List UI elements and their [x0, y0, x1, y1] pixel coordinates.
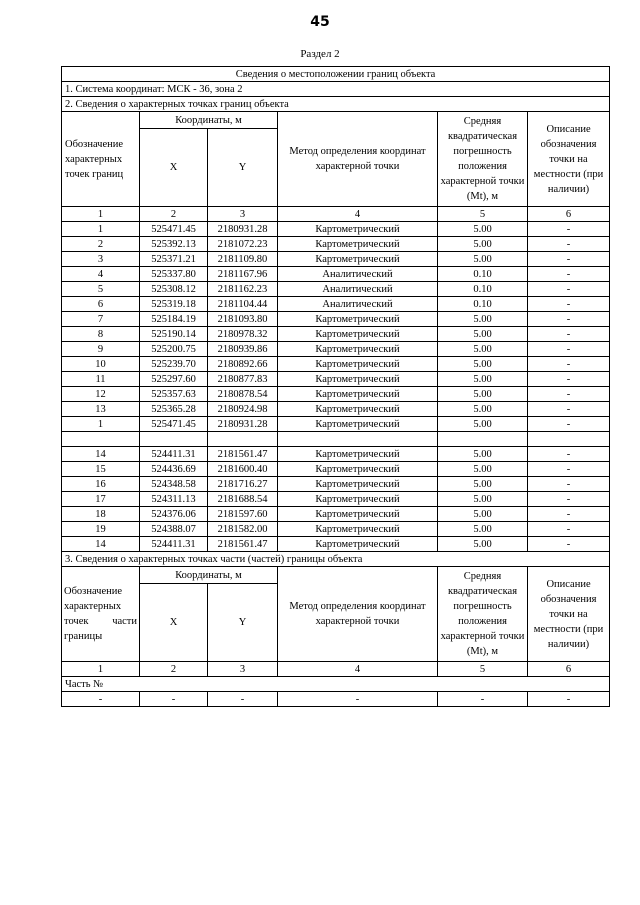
spacer-cell [140, 432, 208, 447]
error-cell: 5.00 [438, 387, 528, 402]
method-cell: Картометрический [278, 387, 438, 402]
error-cell: 5.00 [438, 537, 528, 552]
coord-x: 524376.06 [140, 507, 208, 522]
column-number-cell: 1 [62, 207, 140, 222]
part-cell: - [528, 692, 610, 707]
coord-y: 2181561.47 [208, 447, 278, 462]
error-cell: 0.10 [438, 267, 528, 282]
coord-x: 525200.75 [140, 342, 208, 357]
header3-method: Метод определения координат характерной точки [278, 567, 438, 662]
error-cell: 5.00 [438, 477, 528, 492]
coord-y: 2181688.54 [208, 492, 278, 507]
description-cell: - [528, 357, 610, 372]
column-number-cell: 3 [208, 207, 278, 222]
header3-error: Средняя квадратическая погрешность положения характерной точки (Mt), м [438, 567, 528, 662]
column-number-cell: 6 [528, 662, 610, 677]
header3-y: Y [208, 584, 278, 662]
coord-x: 524348.58 [140, 477, 208, 492]
point-number: 11 [62, 372, 140, 387]
coord-y: 2181093.80 [208, 312, 278, 327]
table-row [62, 537, 610, 552]
coord-x: 525319.18 [140, 297, 208, 312]
coord-x: 524311.13 [140, 492, 208, 507]
method-cell: Картометрический [278, 402, 438, 417]
description-cell: - [528, 402, 610, 417]
method-cell: Картометрический [278, 492, 438, 507]
table-row [62, 447, 610, 462]
table-row [62, 297, 610, 312]
coord-x: 525365.28 [140, 402, 208, 417]
error-cell: 5.00 [438, 372, 528, 387]
method-cell: Картометрический [278, 507, 438, 522]
coord-x: 525239.70 [140, 357, 208, 372]
description-cell: - [528, 507, 610, 522]
page-number: 45 [310, 14, 330, 30]
table-row [62, 357, 610, 372]
header3-coordinates: Координаты, м [140, 567, 278, 584]
error-cell: 5.00 [438, 507, 528, 522]
coord-y: 2181582.00 [208, 522, 278, 537]
header-point-designation: Обозначение характерных точек границ [62, 112, 140, 207]
point-number: 10 [62, 357, 140, 372]
point-number: 14 [62, 537, 140, 552]
error-cell: 5.00 [438, 402, 528, 417]
part-cell: - [140, 692, 208, 707]
coord-y: 2180931.28 [208, 222, 278, 237]
coord-x: 525337.80 [140, 267, 208, 282]
table-row [62, 252, 610, 267]
description-cell: - [528, 282, 610, 297]
error-cell: 5.00 [438, 312, 528, 327]
table-row [62, 372, 610, 387]
coord-y: 2181561.47 [208, 537, 278, 552]
point-number: 13 [62, 402, 140, 417]
spacer-cell [438, 432, 528, 447]
table-row [62, 327, 610, 342]
coord-y: 2181600.40 [208, 462, 278, 477]
coord-x: 524411.31 [140, 537, 208, 552]
error-cell: 5.00 [438, 222, 528, 237]
coord-y: 2180877.83 [208, 372, 278, 387]
column-number-cell: 5 [438, 662, 528, 677]
description-cell: - [528, 327, 610, 342]
error-cell: 5.00 [438, 522, 528, 537]
header-error: Средняя квадратическая погрешность положения характерной точки (Mt), м [438, 112, 528, 207]
error-cell: 5.00 [438, 327, 528, 342]
point-number: 3 [62, 252, 140, 267]
coord-y: 2180892.66 [208, 357, 278, 372]
block3-title: 3. Сведения о характерных точках части (частей) границы объекта [62, 552, 610, 567]
header3-point-designation: Обозначение характерных точек части границы [62, 567, 140, 662]
point-number: 6 [62, 297, 140, 312]
description-cell: - [528, 297, 610, 312]
coord-y: 2180939.86 [208, 342, 278, 357]
table-row [62, 462, 610, 477]
point-number: 1 [62, 417, 140, 432]
coord-y: 2181109.80 [208, 252, 278, 267]
error-cell: 5.00 [438, 417, 528, 432]
coord-y: 2181597.60 [208, 507, 278, 522]
boundary-table [61, 66, 610, 707]
coord-y: 2181104.44 [208, 297, 278, 312]
method-cell: Картометрический [278, 312, 438, 327]
point-number: 16 [62, 477, 140, 492]
table-row [62, 222, 610, 237]
point-number: 7 [62, 312, 140, 327]
method-cell: Картометрический [278, 477, 438, 492]
point-number: 18 [62, 507, 140, 522]
column-number-cell: 3 [208, 662, 278, 677]
description-cell: - [528, 462, 610, 477]
table-row [62, 492, 610, 507]
part-label: Часть № [62, 677, 610, 692]
point-number: 5 [62, 282, 140, 297]
table-row [62, 267, 610, 282]
point-number: 4 [62, 267, 140, 282]
method-cell: Аналитический [278, 282, 438, 297]
table-row [62, 507, 610, 522]
spacer-cell [278, 432, 438, 447]
spacer-cell [208, 432, 278, 447]
header3-description: Описание обозначения точки на местности (при наличии) [528, 567, 610, 662]
coord-x: 525297.60 [140, 372, 208, 387]
point-number: 2 [62, 237, 140, 252]
column-number-cell: 2 [140, 662, 208, 677]
method-cell: Аналитический [278, 267, 438, 282]
point-number: 15 [62, 462, 140, 477]
error-cell: 0.10 [438, 297, 528, 312]
column-number-cell: 1 [62, 662, 140, 677]
header-description: Описание обозначения точки на местности (при наличии) [528, 112, 610, 207]
table-row [62, 477, 610, 492]
error-cell: 5.00 [438, 357, 528, 372]
table-row [62, 342, 610, 357]
coord-y: 2180878.54 [208, 387, 278, 402]
coord-x: 525184.19 [140, 312, 208, 327]
method-cell: Картометрический [278, 537, 438, 552]
spacer-cell [528, 432, 610, 447]
description-cell: - [528, 222, 610, 237]
description-cell: - [528, 312, 610, 327]
error-cell: 5.00 [438, 342, 528, 357]
description-cell: - [528, 267, 610, 282]
spacer-cell [62, 432, 140, 447]
coord-y: 2180978.32 [208, 327, 278, 342]
point-number: 14 [62, 447, 140, 462]
section-title: Раздел 2 [300, 48, 340, 60]
point-number: 1 [62, 222, 140, 237]
coord-x: 524411.31 [140, 447, 208, 462]
column-number-cell: 5 [438, 207, 528, 222]
header-y: Y [208, 129, 278, 207]
method-cell: Картометрический [278, 417, 438, 432]
coord-y: 2181162.23 [208, 282, 278, 297]
error-cell: 5.00 [438, 462, 528, 477]
coord-x: 524388.07 [140, 522, 208, 537]
point-number: 17 [62, 492, 140, 507]
coord-x: 524436.69 [140, 462, 208, 477]
coord-x: 525371.21 [140, 252, 208, 267]
description-cell: - [528, 537, 610, 552]
description-cell: - [528, 522, 610, 537]
coord-y: 2181716.27 [208, 477, 278, 492]
description-cell: - [528, 477, 610, 492]
description-cell: - [528, 417, 610, 432]
description-cell: - [528, 387, 610, 402]
coord-y: 2181072.23 [208, 237, 278, 252]
coord-x: 525392.13 [140, 237, 208, 252]
column-number-cell: 4 [278, 662, 438, 677]
coord-x: 525308.12 [140, 282, 208, 297]
table-row [62, 402, 610, 417]
point-number: 9 [62, 342, 140, 357]
description-cell: - [528, 492, 610, 507]
coord-system: 1. Система координат: МСК - 36, зона 2 [62, 82, 610, 97]
description-cell: - [528, 252, 610, 267]
header-coordinates: Координаты, м [140, 112, 278, 129]
error-cell: 5.00 [438, 252, 528, 267]
table-row [62, 522, 610, 537]
table-row [62, 387, 610, 402]
table-title: Сведения о местоположении границ объекта [62, 67, 610, 82]
method-cell: Картометрический [278, 327, 438, 342]
coord-y: 2180924.98 [208, 402, 278, 417]
description-cell: - [528, 447, 610, 462]
method-cell: Картометрический [278, 222, 438, 237]
header-method: Метод определения координат характерной точки [278, 112, 438, 207]
error-cell: 5.00 [438, 447, 528, 462]
table-row [62, 282, 610, 297]
column-number-cell: 2 [140, 207, 208, 222]
point-number: 12 [62, 387, 140, 402]
column-number-cell: 6 [528, 207, 610, 222]
description-cell: - [528, 342, 610, 357]
block2-title: 2. Сведения о характерных точках границ объекта [62, 97, 610, 112]
coord-x: 525471.45 [140, 417, 208, 432]
method-cell: Картометрический [278, 522, 438, 537]
part-cell: - [278, 692, 438, 707]
method-cell: Картометрический [278, 237, 438, 252]
column-number-cell: 4 [278, 207, 438, 222]
header-x: X [140, 129, 208, 207]
method-cell: Картометрический [278, 462, 438, 477]
error-cell: 5.00 [438, 492, 528, 507]
coord-x: 525190.14 [140, 327, 208, 342]
part-cell: - [62, 692, 140, 707]
method-cell: Картометрический [278, 342, 438, 357]
coord-x: 525357.63 [140, 387, 208, 402]
point-number: 8 [62, 327, 140, 342]
error-cell: 0.10 [438, 282, 528, 297]
table-row [62, 312, 610, 327]
method-cell: Картометрический [278, 372, 438, 387]
description-cell: - [528, 372, 610, 387]
header3-x: X [140, 584, 208, 662]
method-cell: Картометрический [278, 357, 438, 372]
error-cell: 5.00 [438, 237, 528, 252]
coord-y: 2181167.96 [208, 267, 278, 282]
point-number: 19 [62, 522, 140, 537]
part-cell: - [438, 692, 528, 707]
description-cell: - [528, 237, 610, 252]
method-cell: Картометрический [278, 252, 438, 267]
coord-y: 2180931.28 [208, 417, 278, 432]
method-cell: Аналитический [278, 297, 438, 312]
coord-x: 525471.45 [140, 222, 208, 237]
table-row [62, 237, 610, 252]
part-cell: - [208, 692, 278, 707]
table-row [62, 417, 610, 432]
method-cell: Картометрический [278, 447, 438, 462]
